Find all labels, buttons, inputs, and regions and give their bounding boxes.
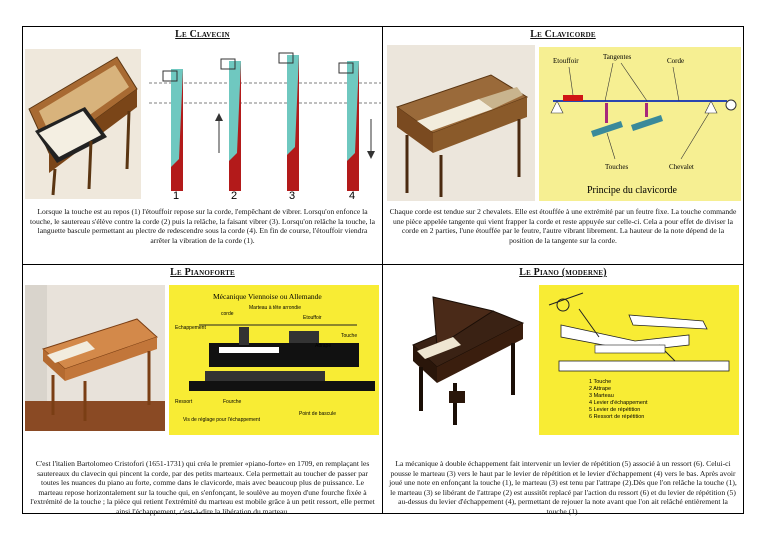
diagram-heading: Mécanique Viennoise ou Allemande [213, 292, 322, 301]
clavichord-principle-diagram [539, 47, 741, 201]
legend-item: 1 Touche [589, 379, 612, 385]
section-clavecin [23, 27, 383, 265]
viennese-action-diagram [169, 285, 379, 435]
legend-item: 2 Attrape [589, 386, 612, 392]
section-title: Le Pianoforte [170, 267, 235, 278]
stage-number: 3 [289, 190, 296, 199]
section-title: Le Clavicorde [530, 29, 596, 40]
section-title: Le Piano (moderne) [519, 267, 607, 278]
jack-mechanism-diagram [149, 49, 381, 199]
label-chevalet: Chevalet [669, 163, 694, 171]
section-clavicorde [383, 27, 743, 265]
stage-number: 2 [231, 190, 238, 199]
label-corde: corde [221, 311, 234, 317]
label-touche: Touche [341, 333, 358, 339]
double-escapement-diagram [539, 285, 739, 435]
label-vis-reglage: Vis de réglage pour l'échappement [183, 417, 261, 423]
jack-stage-3 [279, 53, 299, 191]
section-text: C'est l'italien Bartolomeo Cristofori (1651-1731) qui créa le premier «piano-forte» en 1709, en remplaçant les sautereaux du clavecin qui pincent la corde, par des petits marteaux. Cela permettait au toucher de passer par toutes les nuances du piano au forte, comme dans le clavicorde, mais avec beaucoup plus de puissance. Le marteau repose horizontalement sur la touche qui, en s'enfonçant, le soulève au moyen d'une fourche fixée à l'extrémité de la touche ; la pièce qui retient l'extrémité du marteau est mobile grâce à un petit ressort, elle permet ainsi l'échappement, c'est-à-dire la libération du marteau. [30, 459, 375, 516]
section-title: Le Clavecin [175, 29, 230, 40]
jack-stage-4 [339, 61, 375, 191]
legend-item: 3 Marteau [589, 393, 614, 399]
jack-stage-1 [163, 69, 183, 191]
clavichord-photo [387, 45, 535, 201]
pianoforte-photo [25, 285, 165, 431]
section-piano-moderne [383, 265, 743, 516]
document-sheet [22, 26, 744, 514]
legend-item: 6 Ressort de répétition [589, 414, 645, 420]
section-pianoforte [23, 265, 383, 516]
label-point-bascule: Point de bascule [299, 411, 336, 417]
label-etouffoir: Etouffoir [303, 315, 322, 321]
diagram-caption: Principe du clavicorde [587, 185, 677, 196]
section-text: La mécanique à double échappement fait intervenir un levier de répétition (5) associé à un ressort (6). Celui-ci pousse le marteau (3) vers le haut par le levier de répétition et le levier d'échappement (4) vers le bas. Après avoir joué une note en enfonçant la touche (1), le marteau (3) est tenu par l'attrape (2).Dès que l'on relâche la touche (1), le marteau (3) se libérant de l'attrape (2) est aussitôt replacé par l'action du ressort (6) et du levier de répétition (5) au-dessus du levier d'échappement (4), permettant de rejouer la note avant que l'on ait relâché entièrement la touche (1). [389, 459, 737, 516]
label-fourche: Fourche [223, 399, 242, 405]
label-ressort: Ressort [175, 399, 193, 405]
label-touches: Touches [605, 163, 629, 171]
label-tangentes: Tangentes [603, 53, 632, 61]
section-text: Lorsque la touche est au repos (1) l'étouffoir repose sur la corde, l'empêchant de vibrer. Lorsqu'on enfonce la touche, le sautereau s'élève contre la corde (2) puis la relâche, la faisant vibrer (3). Lorsqu'on relâche la touche, la languette bascule permettant au plectre de redescendre sous la corde (4). En fin de course, l'étouffoir viendra arrêter la vibration de la corde (1). [30, 207, 375, 245]
stage-number: 1 [173, 190, 180, 199]
label-corde: Corde [667, 57, 685, 65]
jack-stage-2 [215, 59, 241, 191]
legend-item: 5 Levier de répétition [589, 407, 641, 413]
legend-item: 4 Levier d'échappement [589, 400, 648, 406]
label-etouffoir: Etouffoir [553, 57, 579, 65]
stage-number: 4 [349, 190, 356, 199]
label-attrape: Attrape [315, 343, 332, 349]
harpsichord-photo [25, 49, 141, 199]
label-echappement: Echappement [175, 325, 206, 331]
section-text: Chaque corde est tendue sur 2 chevalets. Elle est étouffée à une extrémité par un feutre fixe. La touche commande une pièce appelée tangente qui vient frapper la corde et reste appuyée sur celle-ci. Cela a pour effet de diviser la corde en 2 parties, l'une étouffée par le feutre, l'autre vibrant librement. La hauteur de la note dépend de la position de la tangente sur la corde. [389, 207, 737, 245]
label-marteau: Marteau à tête arrondie [249, 305, 301, 311]
grand-piano-photo [393, 287, 535, 433]
